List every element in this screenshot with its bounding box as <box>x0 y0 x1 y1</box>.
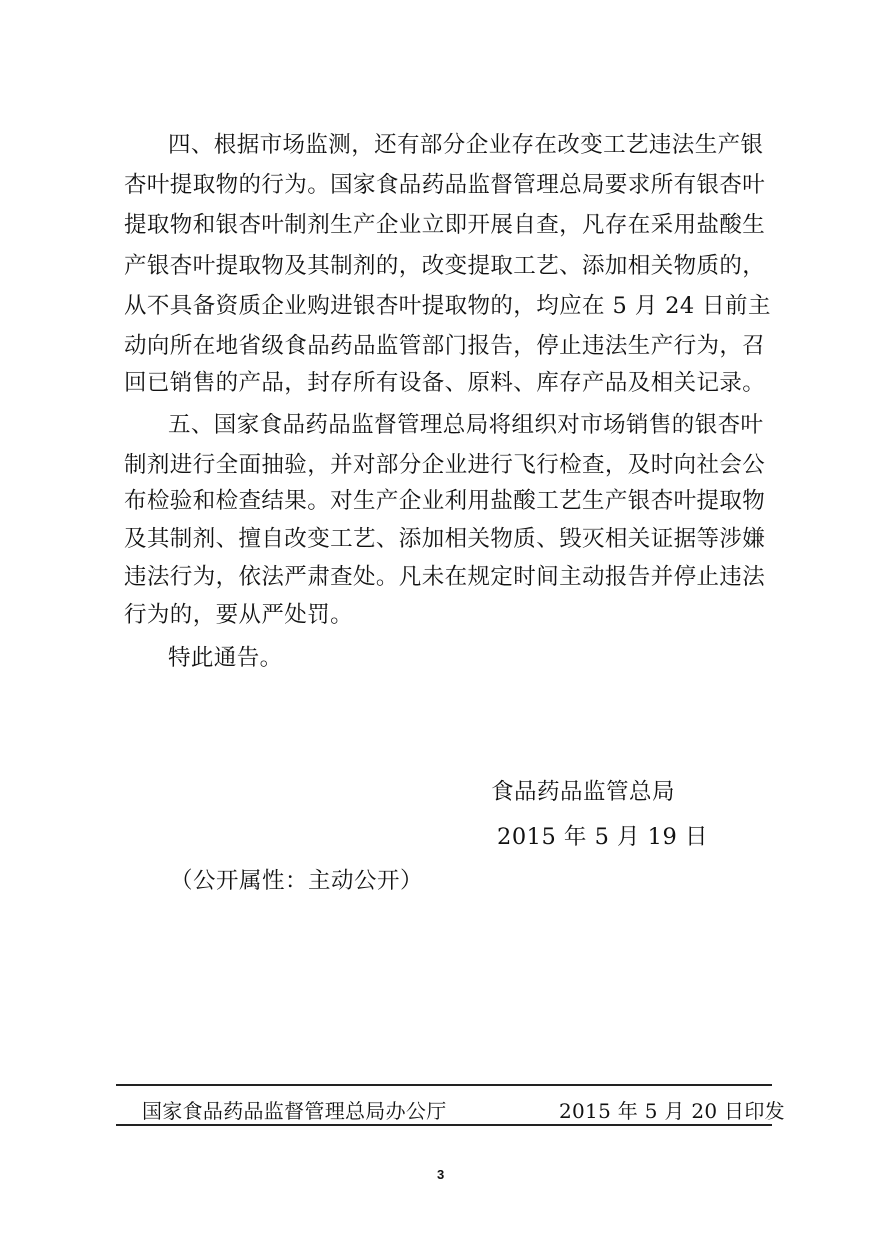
footer-office: 国家食品药品监督管理总局办公厅 <box>142 1099 447 1123</box>
issue-date: 2015 年 5 月 19 日 <box>497 824 708 850</box>
paragraph-4-line-4: 产银杏叶提取物及其制剂的，改变提取工艺、添加相关物质的， <box>124 253 766 279</box>
paragraph-5-line-3: 布检验和检查结果。对生产企业利用盐酸工艺生产银杏叶提取物 <box>124 488 766 514</box>
footer-print-date: 2015 年 5 月 20 日印发 <box>559 1099 785 1123</box>
paragraph-5-line-4: 及其制剂、擅自改变工艺、添加相关物质、毁灭相关证据等涉嫌 <box>124 526 766 552</box>
paragraph-4-line-2: 杏叶提取物的行为。国家食品药品监督管理总局要求所有银杏叶 <box>124 172 766 198</box>
paragraph-4-line-6: 动向所在地省级食品药品监管部门报告，停止违法生产行为，召 <box>124 333 766 359</box>
page-number: 3 <box>437 1167 445 1182</box>
paragraph-5-line-2: 制剂进行全面抽验，并对部分企业进行飞行检查，及时向社会公 <box>124 452 766 478</box>
closing-text: 特此通告。 <box>168 645 283 671</box>
disclosure-attribute: （公开属性：主动公开） <box>170 868 424 894</box>
paragraph-4-line-1: 四、根据市场监测，还有部分企业存在改变工艺违法生产银 <box>168 132 764 158</box>
paragraph-4-line-3: 提取物和银杏叶制剂生产企业立即开展自查，凡存在采用盐酸生 <box>124 212 766 238</box>
footer-bottom-rule <box>116 1124 772 1126</box>
paragraph-5-line-1: 五、国家食品药品监督管理总局将组织对市场销售的银杏叶 <box>168 412 764 438</box>
paragraph-5-line-5: 违法行为，依法严肃查处。凡未在规定时间主动报告并停止违法 <box>124 564 766 590</box>
paragraph-5-line-6: 行为的，要从严处罚。 <box>124 602 354 628</box>
paragraph-4-line-7: 回已销售的产品，封存所有设备、原料、库存产品及相关记录。 <box>124 370 766 396</box>
issuer-name: 食品药品监管总局 <box>491 779 676 805</box>
paragraph-4-line-5: 从不具备资质企业购进银杏叶提取物的，均应在 5 月 24 日前主 <box>124 293 771 319</box>
footer-top-rule <box>116 1084 772 1086</box>
